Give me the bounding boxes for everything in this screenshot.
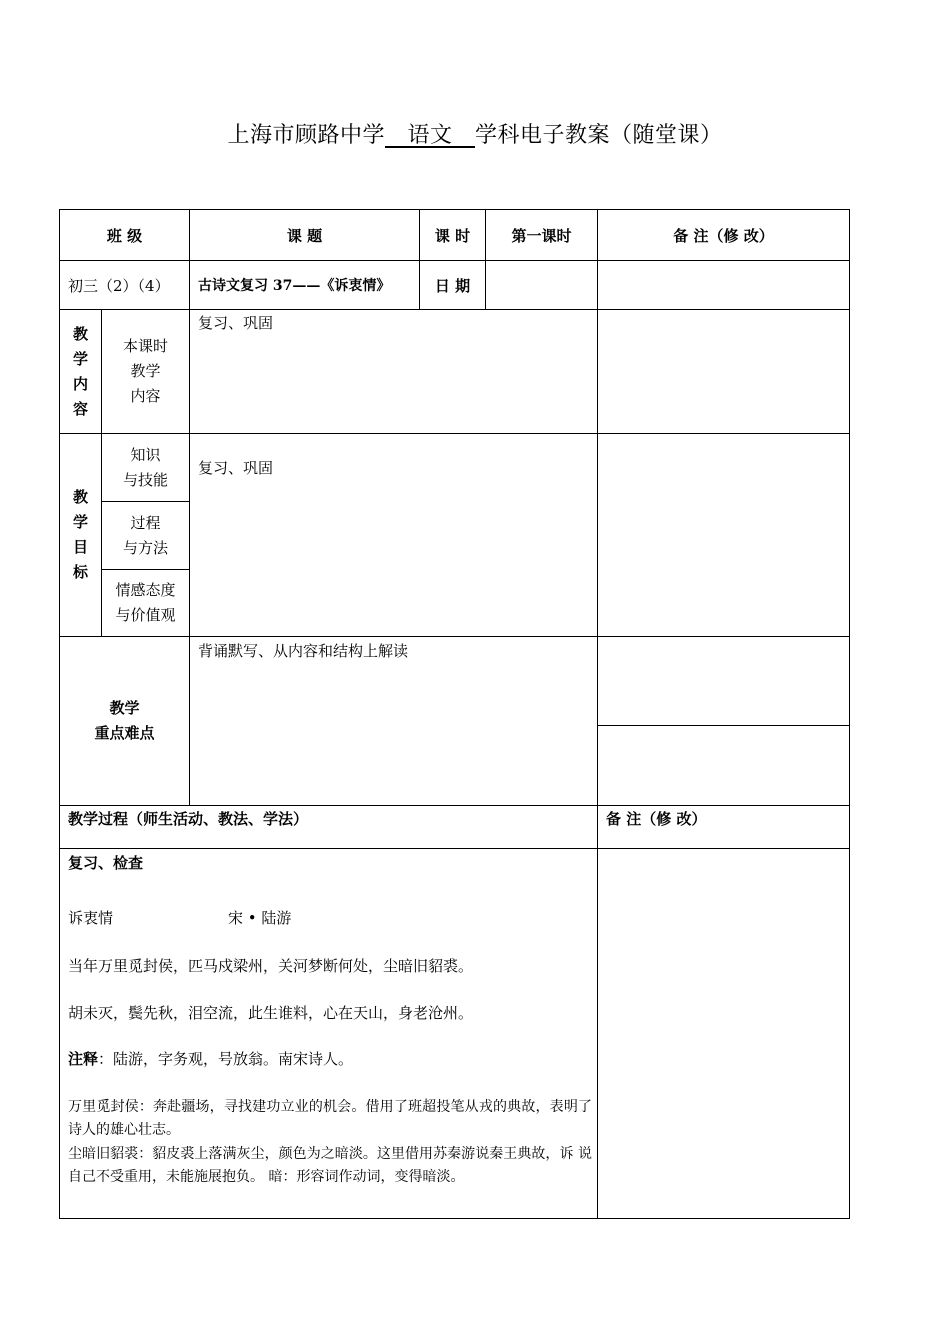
header-period-label: 课 时 bbox=[434, 226, 471, 245]
goals-text: 复习、巩固 bbox=[198, 459, 274, 477]
poem-line-2: 胡未灭，鬓先秋，泪空流，此生谁料，心在天山，身老沧州。 bbox=[68, 1004, 474, 1022]
header-topic-label: 课 题 bbox=[286, 226, 323, 245]
table-rule bbox=[59, 805, 850, 806]
process-remarks-header: 备 注（修 改） bbox=[606, 810, 707, 828]
key-points-text: 背诵默写、从内容和结构上解读 bbox=[198, 642, 409, 660]
poem-title: 诉衷情 bbox=[68, 909, 114, 927]
content-group-label: 教 学 内 容 bbox=[72, 324, 88, 418]
title-school: 上海市顾路中学 bbox=[227, 123, 385, 148]
note-label: 注释 bbox=[68, 1050, 99, 1068]
table-rule bbox=[189, 209, 190, 806]
table-border-bottom bbox=[59, 1218, 850, 1219]
goals-process-label: 过程 与方法 bbox=[122, 513, 168, 557]
page-title bbox=[0, 118, 950, 149]
header-class-label: 班 级 bbox=[106, 226, 143, 245]
class-value: 初三（2）（4） bbox=[68, 276, 170, 295]
process-header: 教学过程（师生活动、教法、学法） bbox=[68, 810, 309, 828]
table-rule bbox=[597, 725, 850, 726]
title-suffix: 学科电子教案（随堂课） bbox=[474, 123, 723, 148]
key-points-label: 教学 重点难点 bbox=[94, 699, 155, 742]
table-border-right bbox=[849, 209, 850, 1219]
header-period-value: 第一课时 bbox=[511, 226, 572, 245]
goals-emotion-label: 情感态度 与价值观 bbox=[115, 581, 176, 624]
content-text: 复习、巩固 bbox=[198, 314, 274, 332]
poem-line-1: 当年万里觅封侯，匹马戍梁州，关河梦断何处，尘暗旧貂裘。 bbox=[68, 957, 474, 975]
annotation-1: 万里觅封侯：奔赴疆场，寻找建功立业的机会。借用了班超投笔从戎的典故，表明了诗人的雄心壮志。 bbox=[68, 1099, 592, 1138]
topic-value: 古诗文复习 37——《诉衷情》 bbox=[198, 278, 391, 294]
content-sub-label: 本课时 教学 内容 bbox=[122, 337, 168, 405]
date-label: 日 期 bbox=[434, 276, 471, 295]
table-rule bbox=[597, 209, 598, 1219]
note-text: ：陆游，字务观，号放翁。南宋诗人。 bbox=[98, 1050, 354, 1068]
title-subject: 语文 bbox=[407, 123, 453, 148]
date-value bbox=[486, 261, 597, 309]
poem-note bbox=[68, 1048, 353, 1069]
poem-author: 宋 • 陆游 bbox=[228, 909, 292, 927]
goals-group-label: 教 学 目 标 bbox=[72, 488, 88, 581]
table-rule bbox=[59, 848, 850, 849]
goals-knowledge-label: 知识 与技能 bbox=[122, 445, 168, 489]
section-title: 复习、检查 bbox=[68, 854, 144, 872]
header-remarks-label: 备 注（修 改） bbox=[673, 226, 774, 245]
annotation-2: 尘暗旧貂裘：貂皮裘上落满灰尘，颜色为之暗淡。这里借用苏秦游说秦王典故，诉 说自己不受重用，未能施展抱负。 暗：形容词作动词，变得暗淡。 bbox=[68, 1146, 592, 1185]
